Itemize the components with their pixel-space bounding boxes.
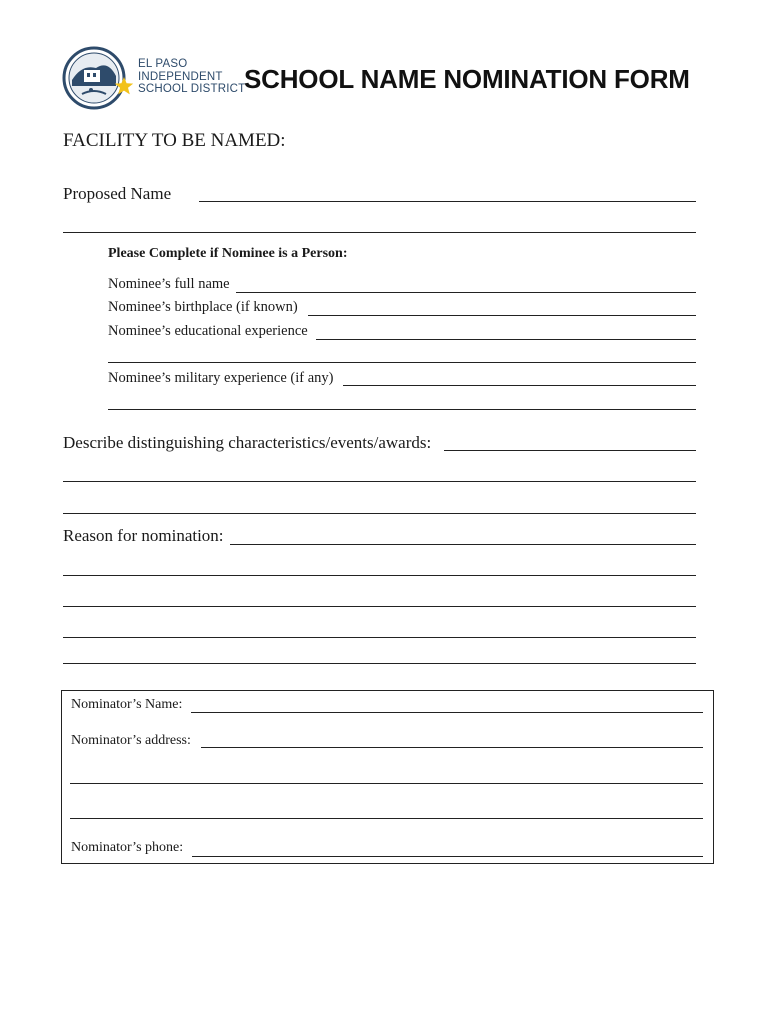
distinguishing-field[interactable] (444, 450, 696, 451)
distinguishing-label: Describe distinguishing characteristics/events/awards: (63, 433, 432, 452)
reason-field-5[interactable] (63, 663, 696, 664)
nominee-birthplace-field[interactable] (308, 315, 696, 316)
nominee-education-field-2[interactable] (108, 362, 696, 363)
nominee-military-field[interactable] (343, 385, 696, 386)
form-title: SCHOOL NAME NOMINATION FORM (244, 64, 690, 94)
nominator-address-field-2[interactable] (70, 783, 703, 784)
nominator-address-field[interactable] (201, 747, 703, 748)
proposed-name-field-2[interactable] (63, 232, 696, 233)
proposed-name-label: Proposed Name (63, 184, 172, 203)
nominee-education-label: Nominee’s educational experience (108, 323, 308, 339)
nominator-address-field-3[interactable] (70, 818, 703, 819)
distinguishing-field-2[interactable] (63, 481, 696, 482)
nominee-full-name-label: Nominee’s full name (108, 276, 230, 292)
nominee-education-field[interactable] (316, 339, 696, 340)
nominator-phone-field[interactable] (192, 856, 703, 857)
district-logo (62, 46, 246, 112)
reason-field-4[interactable] (63, 637, 696, 638)
district-name: EL PASO INDEPENDENT SCHOOL DISTRICT (138, 58, 246, 95)
proposed-name-field[interactable] (199, 201, 696, 202)
facility-label: FACILITY TO BE NAMED: (63, 130, 286, 151)
nominator-box (61, 690, 714, 864)
nominator-name-label: Nominator’s Name: (71, 697, 183, 712)
nominator-name-field[interactable] (191, 712, 703, 713)
nominator-address-label: Nominator’s address: (71, 733, 191, 748)
reason-label: Reason for nomination: (63, 526, 224, 545)
nominee-birthplace-label: Nominee’s birthplace (if known) (108, 299, 298, 315)
nominee-military-field-2[interactable] (108, 409, 696, 410)
distinguishing-field-3[interactable] (63, 513, 696, 514)
nominator-phone-label: Nominator’s phone: (71, 840, 184, 855)
nominee-military-label: Nominee’s military experience (if any) (108, 370, 334, 386)
reason-field-3[interactable] (63, 606, 696, 607)
star-icon (114, 76, 134, 96)
reason-field-2[interactable] (63, 575, 696, 576)
reason-field[interactable] (230, 544, 696, 545)
person-section-heading: Please Complete if Nominee is a Person: (108, 246, 348, 261)
nominee-full-name-field[interactable] (236, 292, 696, 293)
